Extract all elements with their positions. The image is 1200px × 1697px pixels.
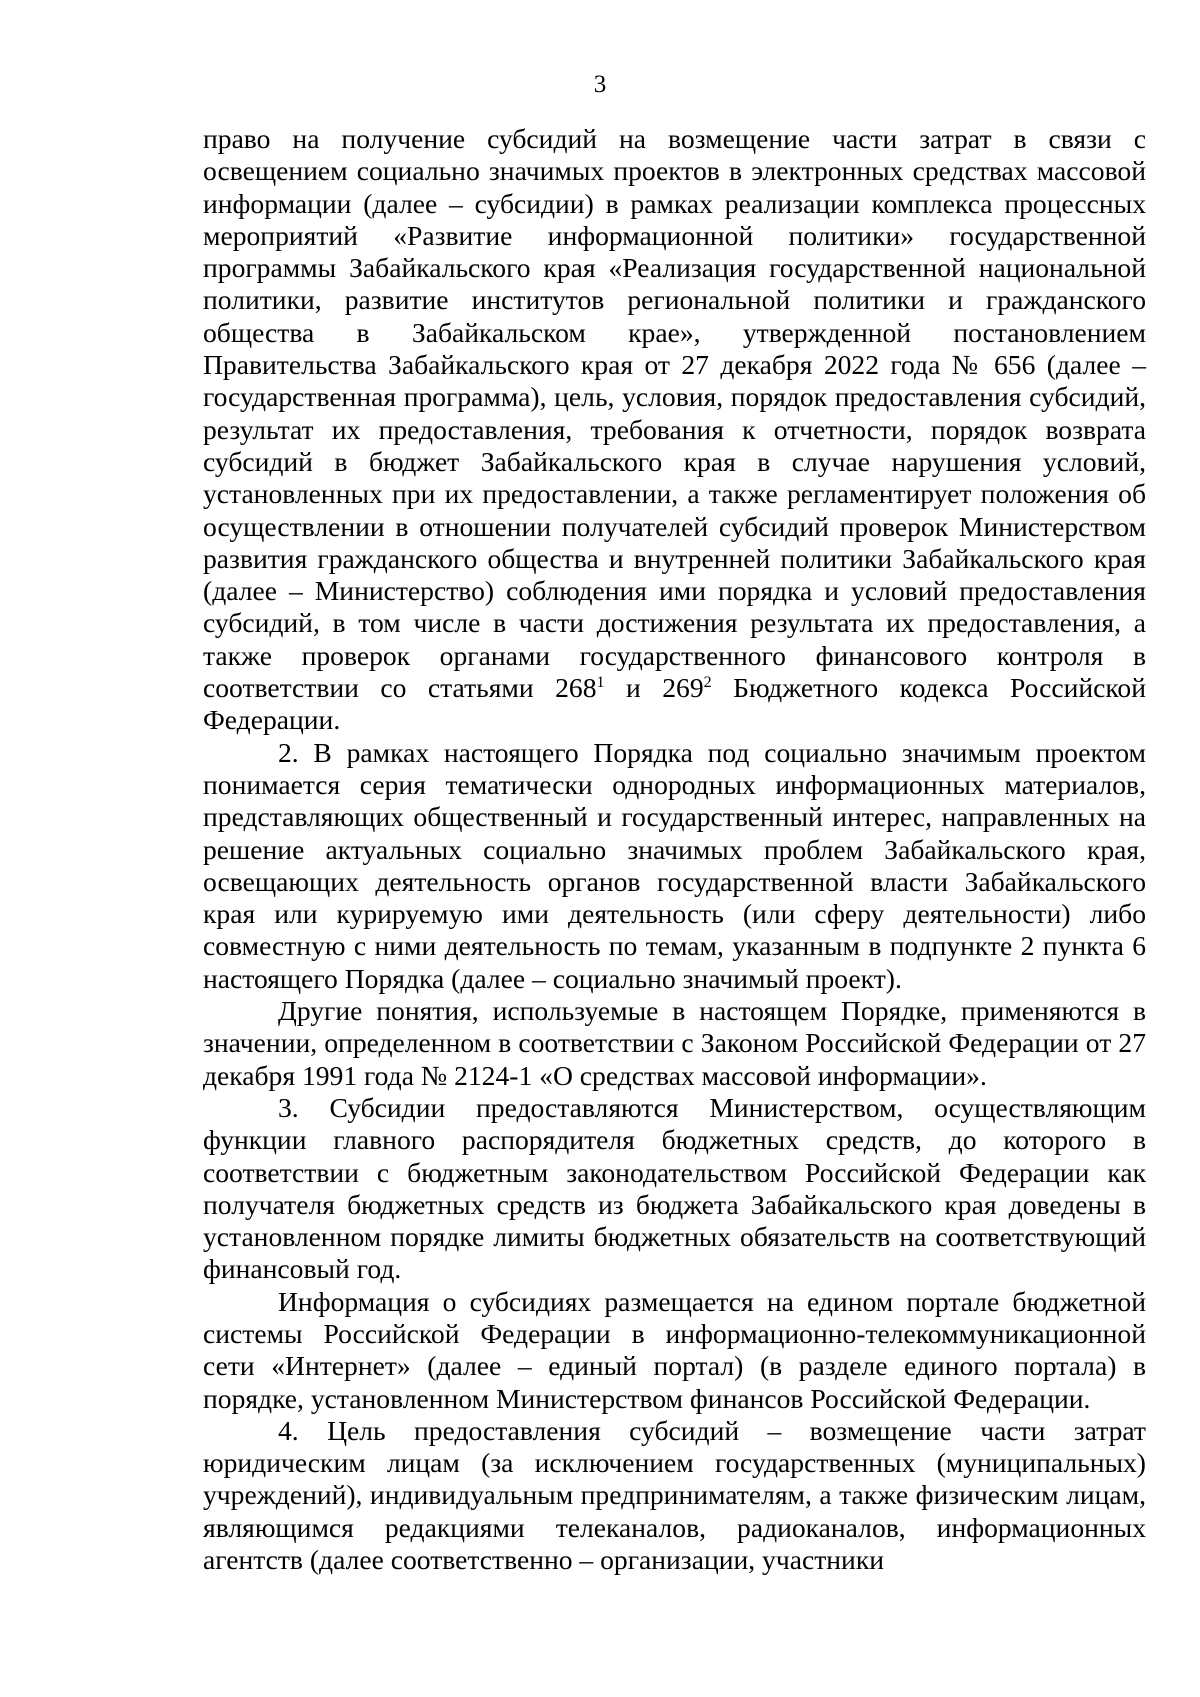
paragraph-text: право на получение субсидий на возмещение части затрат в связи с освещением социально значимых проектов в электронных средствах массовой информации (далее – субсидии) в рамках реализации комплекса процессных мероприятий «Развитие информационной политики» государственной программы Забайкальского края «Реализация государственной национальной политики, развитие институтов региональной политики и гражданского общества в Забайкальском крае», утвержденной постановлением Правительства Забайкальского края от 27 декабря 2022 года № 656 (далее – государственная программа), цель, условия, порядок предоставления субсидий, результат их предоставления, требования к отчетности, порядок возврата субсидий в бюджет Забайкальского края в случае нарушения условий, установленных при их предоставлении, а также регламентирует положения об осуществлении в отношении получателей субсидий проверок Министерством развития гражданского общества и внутренней политики Забайкальского края (далее – Министерство) соблюдения ими порядка и условий предоставления субсидий, в том числе в части достижения результата их предоставления, а также проверок органами государственного финансового контроля в соответствии со статьями 268 <box>203 123 1146 704</box>
paragraph-portal-info: Информация о субсидиях размещается на едином портале бюджетной системы Российской Федерации в информационно-телекоммуникационной сети «Интернет» (далее – единый портал) (в разделе единого портала) в порядке, установленном Министерством финансов Российской Федерации. <box>203 1285 1146 1414</box>
paragraph-item-4: 4. Цель предоставления субсидий – возмещение части затрат юридическим лицам (за исключением государственных (муниципальных) учреждений), индивидуальным предпринимателям, а также физическим лицам, являющимся редакциями телеканалов, радиоканалов, информационных агентств (далее соответственно – организации, участники <box>203 1414 1146 1576</box>
paragraph-text: Бюджетного кодекса Российской Федерации. <box>203 672 1146 736</box>
document-body <box>203 123 1146 1576</box>
paragraph-item-2: 2. В рамках настоящего Порядка под социально значимым проектом понимается серия тематически однородных информационных материалов, представляющих общественный и государственный интерес, направленных на решение актуальных социально значимых проблем Забайкальского края, освещающих деятельность органов государственной власти Забайкальского края или курируемую ими деятельность (или сферу деятельности) либо совместную с ними деятельность по темам, указанным в подпункте 2 пункта 6 настоящего Порядка (далее – социально значимый проект). <box>203 736 1146 994</box>
paragraph-continuation <box>203 123 1146 737</box>
paragraph-text: и 269 <box>604 672 704 704</box>
superscript: 1 <box>596 674 605 692</box>
paragraph-item-3: 3. Субсидии предоставляются Министерством, осуществляющим функции главного распорядителя бюджетных средств, до которого в соответствии с бюджетным законодательством Российской Федерации как получателя бюджетных средств из бюджета Забайкальского края доведены в установленном порядке лимиты бюджетных обязательств на соответствующий финансовый год. <box>203 1091 1146 1285</box>
paragraph-definitions: Другие понятия, используемые в настоящем Порядке, применяются в значении, определенном в соответствии с Законом Российской Федерации от 27 декабря 1991 года № 2124-1 «О средствах массовой информации». <box>203 995 1146 1091</box>
page-number: 3 <box>593 71 607 98</box>
superscript: 2 <box>703 674 712 692</box>
